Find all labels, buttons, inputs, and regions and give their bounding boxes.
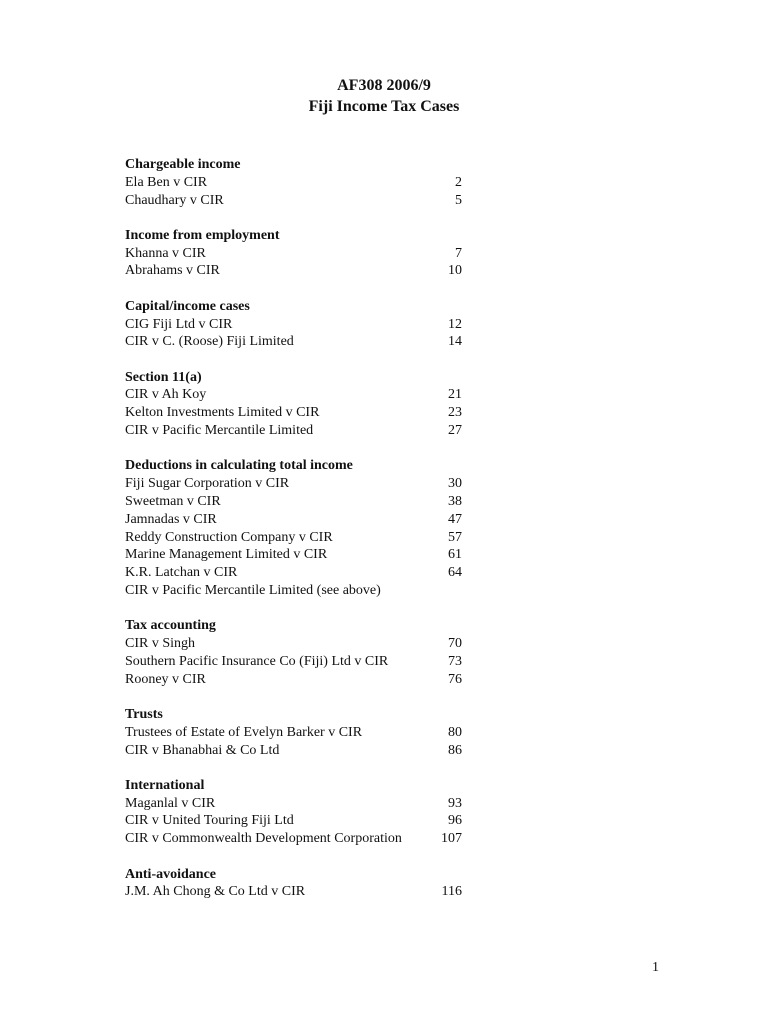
case-page-number: 80 <box>448 724 462 740</box>
toc-entry <box>125 174 465 192</box>
case-name: J.M. Ah Chong & Co Ltd v CIR <box>125 884 306 900</box>
page-number: 1 <box>652 960 659 975</box>
toc-section <box>125 617 465 688</box>
toc-entry <box>125 546 465 564</box>
toc-entry <box>125 653 465 671</box>
case-name: CIR v Ah Koy <box>125 387 207 403</box>
case-page-number: 70 <box>448 636 462 652</box>
toc-entry <box>125 564 465 582</box>
case-page-number: 12 <box>448 316 462 332</box>
toc-section <box>125 777 465 848</box>
section-heading: Trusts <box>125 706 163 722</box>
case-name: Ela Ben v CIR <box>125 174 208 190</box>
toc-entry <box>125 742 465 760</box>
section-heading: Income from employment <box>125 227 280 243</box>
toc-entry <box>125 511 465 529</box>
document-title: Fiji Income Tax Cases <box>308 98 460 115</box>
case-page-number: 23 <box>448 405 462 421</box>
toc-entry <box>125 724 465 742</box>
toc-section <box>125 156 465 209</box>
toc-entry <box>125 316 465 334</box>
toc-entry <box>125 192 465 210</box>
case-name: Rooney v CIR <box>125 671 206 687</box>
toc-entry <box>125 635 465 653</box>
case-name: K.R. Latchan v CIR <box>125 565 238 581</box>
case-name: Maganlal v CIR <box>125 795 216 811</box>
case-page-number <box>432 582 465 600</box>
case-page-number: 7 <box>455 245 462 261</box>
case-name: Reddy Construction Company v CIR <box>125 529 333 545</box>
toc-entry <box>125 830 465 848</box>
toc-entry <box>125 386 465 404</box>
case-page-number: 116 <box>441 884 462 900</box>
toc-entry <box>125 493 465 511</box>
case-name: Trustees of Estate of Evelyn Barker v CIR <box>125 724 363 740</box>
case-name: CIR v United Touring Fiji Ltd <box>125 813 294 829</box>
case-name: CIR v Commonwealth Development Corporation <box>125 831 402 847</box>
section-heading: Tax accounting <box>125 618 216 634</box>
course-code-title: AF308 2006/9 <box>337 77 431 94</box>
case-page-number: 21 <box>448 387 462 403</box>
case-page-number: 93 <box>448 795 462 811</box>
case-page-number: 61 <box>448 547 462 563</box>
toc-entry <box>125 582 465 600</box>
toc-entry <box>125 245 465 263</box>
case-name: Abrahams v CIR <box>125 263 220 279</box>
toc-entry <box>125 475 465 493</box>
case-page-number: 5 <box>455 192 462 208</box>
section-heading: Anti-avoidance <box>125 866 216 882</box>
case-page-number: 38 <box>448 493 462 509</box>
toc-entry <box>125 529 465 547</box>
case-name: CIR v C. (Roose) Fiji Limited <box>125 334 294 350</box>
toc-entry <box>125 404 465 422</box>
case-name: Marine Management Limited v CIR <box>125 547 328 563</box>
case-page-number: 64 <box>448 565 462 581</box>
case-name: Chaudhary v CIR <box>125 192 224 208</box>
case-name: Fiji Sugar Corporation v CIR <box>125 476 290 492</box>
toc-section <box>125 298 465 351</box>
table-of-contents <box>125 156 465 919</box>
case-page-number: 73 <box>448 653 462 669</box>
case-page-number: 47 <box>448 511 462 527</box>
toc-entry <box>125 671 465 689</box>
toc-section <box>125 866 465 902</box>
section-heading: Deductions in calculating total income <box>125 458 353 474</box>
toc-entry <box>125 422 465 440</box>
case-page-number: 107 <box>441 831 462 847</box>
section-heading: International <box>125 777 205 793</box>
toc-entry <box>125 812 465 830</box>
case-page-number: 14 <box>448 334 462 350</box>
toc-entry <box>125 883 465 901</box>
case-name: Sweetman v CIR <box>125 493 221 509</box>
toc-section <box>125 706 465 759</box>
case-page-number: 10 <box>448 263 462 279</box>
toc-entry <box>125 795 465 813</box>
case-page-number: 76 <box>448 671 462 687</box>
case-page-number: 86 <box>448 742 462 758</box>
toc-section <box>125 457 465 599</box>
section-heading: Section 11(a) <box>125 369 202 385</box>
case-page-number: 27 <box>448 423 462 439</box>
toc-entry <box>125 262 465 280</box>
case-page-number: 30 <box>448 476 462 492</box>
case-name: CIR v Singh <box>125 636 196 652</box>
case-name: CIG Fiji Ltd v CIR <box>125 316 233 332</box>
case-name: Khanna v CIR <box>125 245 206 261</box>
section-heading: Capital/income cases <box>125 298 250 314</box>
case-page-number: 2 <box>455 174 462 190</box>
case-name: Jamnadas v CIR <box>125 511 217 527</box>
section-heading: Chargeable income <box>125 157 241 172</box>
case-name: CIR v Pacific Mercantile Limited (see above) <box>125 582 381 598</box>
case-page-number: 57 <box>448 529 462 545</box>
document-header <box>0 75 768 117</box>
case-name: Kelton Investments Limited v CIR <box>125 405 320 421</box>
toc-section <box>125 369 465 440</box>
case-name: CIR v Bhanabhai & Co Ltd <box>125 742 280 758</box>
case-page-number: 96 <box>448 813 462 829</box>
toc-entry <box>125 333 465 351</box>
case-name: CIR v Pacific Mercantile Limited <box>125 423 314 439</box>
case-name: Southern Pacific Insurance Co (Fiji) Ltd v CIR <box>125 653 389 669</box>
toc-section <box>125 227 465 280</box>
